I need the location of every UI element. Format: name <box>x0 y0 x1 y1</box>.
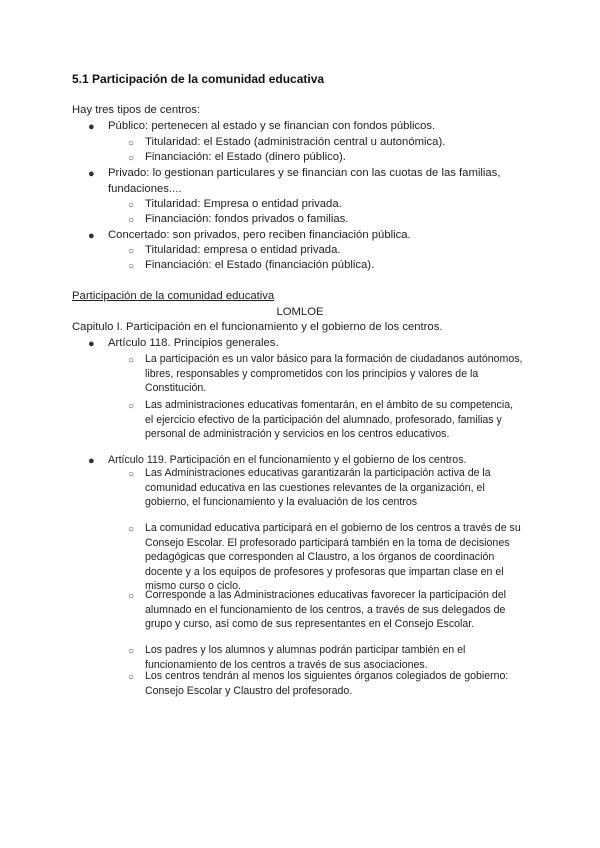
sub-bullet-marker: ○ <box>128 591 135 602</box>
sub-bullet-marker: ○ <box>128 469 135 480</box>
sub-item-119-1: Las Administraciones educativas garantizarán la participación activa de la comunidad educativa en las cuestiones relevantes de la organización, el gobierno, el funcionamiento y la evaluación de los centros <box>145 467 491 508</box>
law-title: LOMLOE <box>276 306 324 318</box>
list-item-publico: Público: pertenecen al estado y se financian con fondos públicos. <box>108 120 436 132</box>
sub-bullet-marker: ○ <box>128 401 135 412</box>
sub-bullet-marker: ○ <box>128 646 135 657</box>
list-item-articulo-118: Artículo 118. Principios generales. <box>108 337 279 349</box>
sub-item-concertado-financiacion: Financiación: el Estado (financiación pública). <box>145 259 375 271</box>
bullet-marker: ● <box>88 121 95 133</box>
sub-bullet-marker: ○ <box>128 138 135 149</box>
sub-bullet-marker: ○ <box>128 524 135 535</box>
sub-item-119-4: Los padres y los alumnos y alumnas podrán participar también en el funcionamiento de los centros a través de sus asociaciones. <box>145 644 466 671</box>
bullet-marker: ● <box>88 230 95 242</box>
sub-item-119-3: Corresponde a las Administraciones educativas favorecer la participación del alumnado en el funcionamiento de los centros, a través de sus delegados de grupo y curso, así como de sus representantes en el Consejo Escolar. <box>145 589 506 630</box>
list-item-privado: Privado: lo gestionan particulares y se financian con las cuotas de las familias, fundaciones.... <box>108 167 501 195</box>
sub-item-privado-financiacion: Financiación: fondos privados o familias. <box>145 213 349 225</box>
bullet-marker: ● <box>88 455 95 467</box>
sub-bullet-marker: ○ <box>128 153 135 164</box>
sub-item-118-1: La participación es un valor básico para la formación de ciudadanos autónomos, libres, responsables y comprometidos con los principios y valores de la Constitución. <box>145 353 523 394</box>
sub-item-publico-titularidad: Titularidad: el Estado (administración central u autonómica). <box>145 136 446 148</box>
list-item-articulo-119: Artículo 119. Participación en el funcionamiento y el gobierno de los centros. <box>108 454 467 466</box>
chapter-title: Capitulo I. Participación en el funcionamiento y el gobierno de los centros. <box>72 321 443 333</box>
sub-bullet-marker: ○ <box>128 261 135 272</box>
page-title: 5.1 Participación de la comunidad educativa <box>72 72 325 86</box>
intro-text: Hay tres tipos de centros: <box>72 104 201 116</box>
sub-item-privado-titularidad: Titularidad: Empresa o entidad privada. <box>145 198 342 210</box>
sub-item-119-2: La comunidad educativa participará en el gobierno de los centros a través de su Consejo Escolar. El profesorado participará también en la toma de decisiones pedagógicas que corresponden al Claustro, a los órganos de coordinación docente y a los equipos de profesores y profesoras que impartan clase en el mismo curso o ciclo. <box>145 522 521 592</box>
bullet-marker: ● <box>88 168 95 180</box>
sub-item-publico-financiacion: Financiación: el Estado (dinero público). <box>145 151 346 163</box>
sub-bullet-marker: ○ <box>128 200 135 211</box>
sub-bullet-marker: ○ <box>128 246 135 257</box>
sub-item-119-5: Los centros tendrán al menos los siguientes órganos colegiados de gobierno: Consejo Escolar y Claustro del profesorado. <box>145 670 509 697</box>
sub-item-concertado-titularidad: Titularidad: empresa o entidad privada. <box>145 244 341 256</box>
sub-bullet-marker: ○ <box>128 355 135 366</box>
sub-bullet-marker: ○ <box>128 215 135 226</box>
sub-item-118-2: Las administraciones educativas fomentarán, en el ámbito de su competencia, el ejercicio efectivo de la participación del alumnado, profesorado, familias y personal de administración y servicios en los centros educativos. <box>145 399 514 440</box>
sub-bullet-marker: ○ <box>128 672 135 683</box>
list-item-concertado: Concertado: son privados, pero reciben financiación pública. <box>108 229 411 241</box>
bullet-marker: ● <box>88 338 95 350</box>
section-heading: Participación de la comunidad educativa <box>72 290 275 302</box>
